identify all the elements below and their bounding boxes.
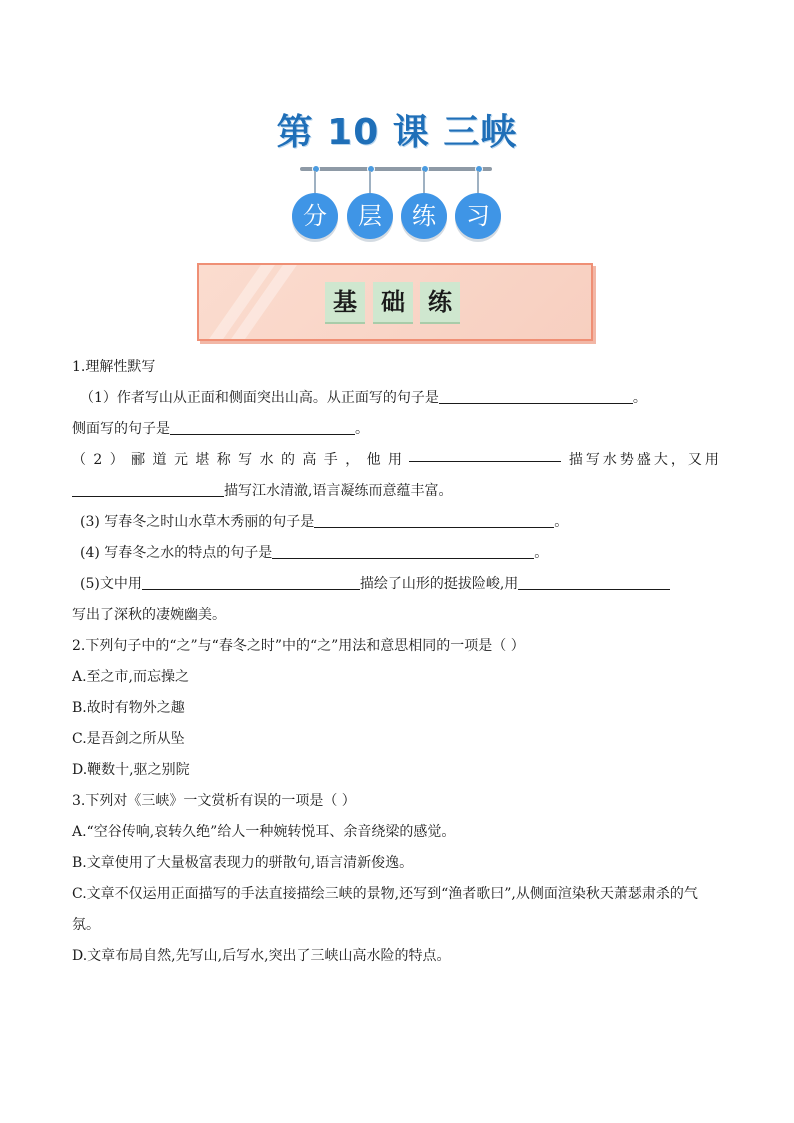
question-line <box>72 476 722 507</box>
question-text: (3) 写春冬之时山水草木秀丽的句子是 <box>80 514 315 530</box>
question-text: 。 <box>355 421 369 437</box>
question-line <box>72 414 722 445</box>
question-char: （ <box>72 452 86 468</box>
question-text: 。 <box>534 545 549 561</box>
question-char: ， <box>345 452 360 468</box>
question-text: 描写江水清澈,语言凝练而意蕴丰富。 <box>224 483 453 499</box>
question-char: 堪 <box>195 452 210 468</box>
question-char: ） <box>109 452 124 468</box>
section-char-bubble: 练 <box>401 193 447 239</box>
hanging-string <box>314 171 316 193</box>
question-char: 水 <box>259 452 274 468</box>
question-text: 描写水势盛大，又用 <box>568 452 722 468</box>
question-line <box>72 383 722 414</box>
banner-char: 练 <box>420 282 460 324</box>
question-text: (4) 写春冬之水的特点的句子是 <box>80 545 273 561</box>
question-char: 用 <box>388 452 403 468</box>
answer-blank[interactable] <box>142 573 360 590</box>
question-char: 他 <box>366 452 381 468</box>
answer-blank[interactable] <box>314 511 554 528</box>
option-c: C.文章不仅运用正面描写的手法直接描绘三峡的景物,还写到“渔者歌曰”,从侧面渲染秋天萧瑟肃杀的气氛。 <box>72 886 698 933</box>
option-a: A.至之市,而忘操之 <box>72 669 190 685</box>
answer-blank[interactable] <box>72 480 224 497</box>
question-char: 称 <box>216 452 231 468</box>
basic-practice-banner <box>197 263 593 341</box>
question-line <box>72 569 722 600</box>
banner-char: 础 <box>373 282 413 324</box>
question-text: （1）作者写山从正面和侧面突出山高。从正面写的句子是 <box>80 390 439 406</box>
question-text: 侧面写的句子是 <box>72 421 170 437</box>
question-char: 2 <box>93 452 103 468</box>
option-d: D.鞭数十,驱之别院 <box>72 762 190 778</box>
option-b: B.故时有物外之趣 <box>72 700 185 716</box>
question-text: (5)文中用 <box>80 576 142 592</box>
lesson-title: 第 10 课 三峡 <box>276 112 518 153</box>
question-char: 的 <box>280 452 295 468</box>
question-line <box>72 507 722 538</box>
option-a: A.“空谷传响,哀转久绝”给人一种婉转悦耳、余音绕梁的感觉。 <box>72 824 456 840</box>
answer-blank[interactable] <box>439 387 633 404</box>
question-line: 写出了深秋的凄婉幽美。 <box>72 607 226 623</box>
hanging-bar <box>300 167 492 171</box>
option-d: D.文章布局自然,先写山,后写水,突出了三峡山高水险的特点。 <box>72 948 451 964</box>
question-text: 描绘了山形的挺拔险峻,用 <box>359 576 519 592</box>
question-char: 元 <box>173 452 188 468</box>
section-char-bubble: 分 <box>292 193 338 239</box>
answer-blank[interactable] <box>409 445 561 462</box>
question-stem: 2.下列句子中的“之”与“春冬之时”中的“之”用法和意思相同的一项是（ ） <box>72 638 525 654</box>
question-stem: 3.下列对《三峡》一文赏析有误的一项是（ ） <box>72 793 356 809</box>
section-char-bubble: 习 <box>455 193 501 239</box>
hanging-string <box>423 171 425 193</box>
banner-char: 基 <box>325 282 365 324</box>
question-text: 。 <box>554 514 569 530</box>
question-title: 1.理解性默写 <box>72 359 156 375</box>
section-char-bubble: 层 <box>347 193 393 239</box>
option-b: B.文章使用了大量极富表现力的骈散句,语言清新俊逸。 <box>72 855 414 871</box>
question-line <box>72 538 722 569</box>
option-c: C.是吾剑之所从坠 <box>72 731 185 747</box>
hanging-string <box>369 171 371 193</box>
question-text: 。 <box>632 390 647 406</box>
answer-blank[interactable] <box>272 542 534 559</box>
exercise-content <box>72 352 722 972</box>
question-char: 郦 <box>131 452 146 468</box>
answer-blank[interactable] <box>518 573 670 590</box>
hanging-string <box>477 171 479 193</box>
question-char: 高 <box>302 452 317 468</box>
question-line <box>72 445 722 476</box>
question-char: 手 <box>323 452 338 468</box>
answer-blank[interactable] <box>170 418 355 435</box>
question-char: 道 <box>152 452 167 468</box>
question-char: 写 <box>238 452 253 468</box>
